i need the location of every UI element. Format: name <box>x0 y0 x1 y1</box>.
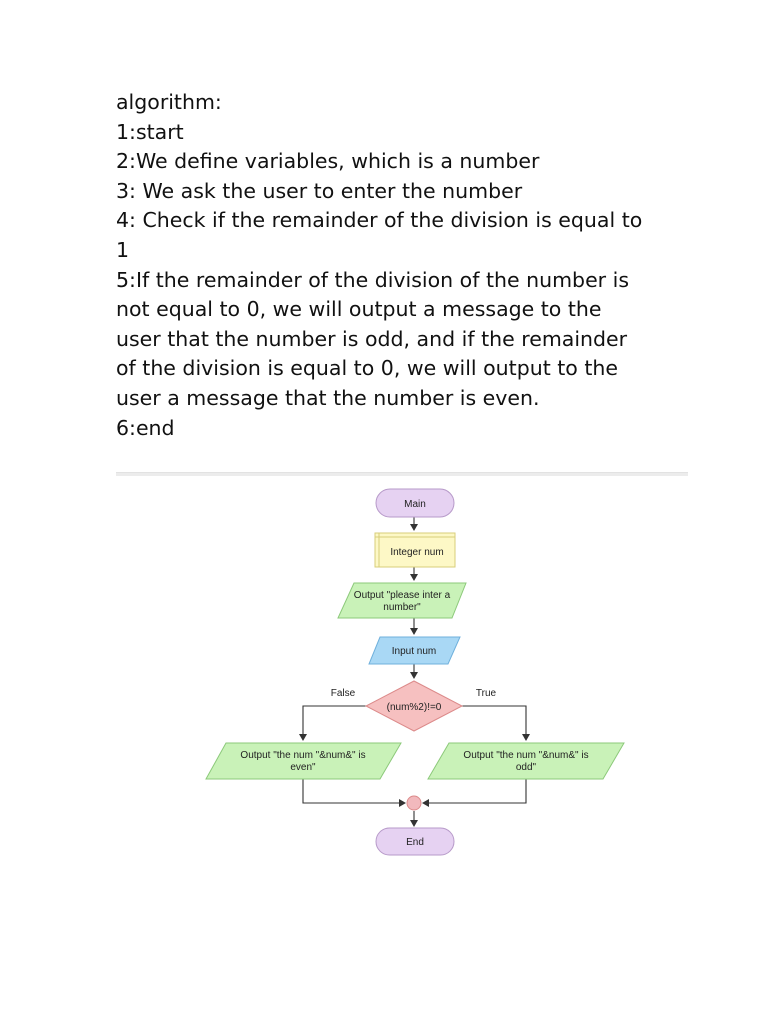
end-label: End <box>406 837 424 848</box>
arrow-odd-to-connector <box>423 779 526 803</box>
decision-box <box>366 681 462 731</box>
output-odd-line-1: Output "the num "&num&" is <box>463 750 589 761</box>
output-odd-box <box>428 743 624 779</box>
algorithm-step-4: 4: Check if the remainder of the division is equal to <box>116 208 643 233</box>
end-terminal <box>376 828 454 855</box>
algorithm-heading: algorithm: <box>116 90 222 114</box>
algorithm-step-5-cont-1: not equal to 0, we will output a message to the <box>116 297 602 322</box>
output-prompt-box <box>338 583 466 618</box>
true-label: True <box>475 688 497 699</box>
algorithm-step-2: 2:We define variables, which is a number <box>116 149 540 174</box>
algorithm-step-3: 3: We ask the user to enter the number <box>116 178 523 203</box>
declare-label: Integer num <box>390 547 444 558</box>
algorithm-step-6: 6:end <box>116 415 175 440</box>
arrow-true-branch <box>462 706 526 740</box>
main-terminal <box>376 489 454 517</box>
arrow-false-branch <box>303 706 366 740</box>
merge-connector <box>407 796 421 810</box>
algorithm-step-1: 1:start <box>116 119 184 144</box>
algorithm-step-5-cont-3: of the division is equal to 0, we will output to the <box>116 356 618 381</box>
output-even-line-2: even" <box>290 762 316 773</box>
algorithm-step-5: 5:If the remainder of the division of the number is <box>116 267 630 292</box>
main-label: Main <box>404 499 426 510</box>
arrow-even-to-connector <box>303 779 405 803</box>
decision-label: (num%2)!=0 <box>386 702 442 713</box>
output-even-box <box>206 743 401 779</box>
input-label: Input num <box>391 646 437 657</box>
output-prompt-line-2: number" <box>383 602 421 613</box>
algorithm-step-5-cont-2: user that the number is odd, and if the remainder <box>116 326 628 351</box>
declare-box <box>375 533 455 567</box>
output-even-line-1: Output "the num "&num&" is <box>240 750 366 761</box>
algorithm-step-5-cont-4: user a message that the number is even. <box>116 385 540 410</box>
input-box <box>369 637 460 664</box>
false-label: False <box>330 688 356 699</box>
output-prompt-line-1: Output "please inter a <box>353 590 451 601</box>
algorithm-step-4-cont: 1 <box>116 237 130 262</box>
output-odd-line-2: odd" <box>515 762 537 773</box>
